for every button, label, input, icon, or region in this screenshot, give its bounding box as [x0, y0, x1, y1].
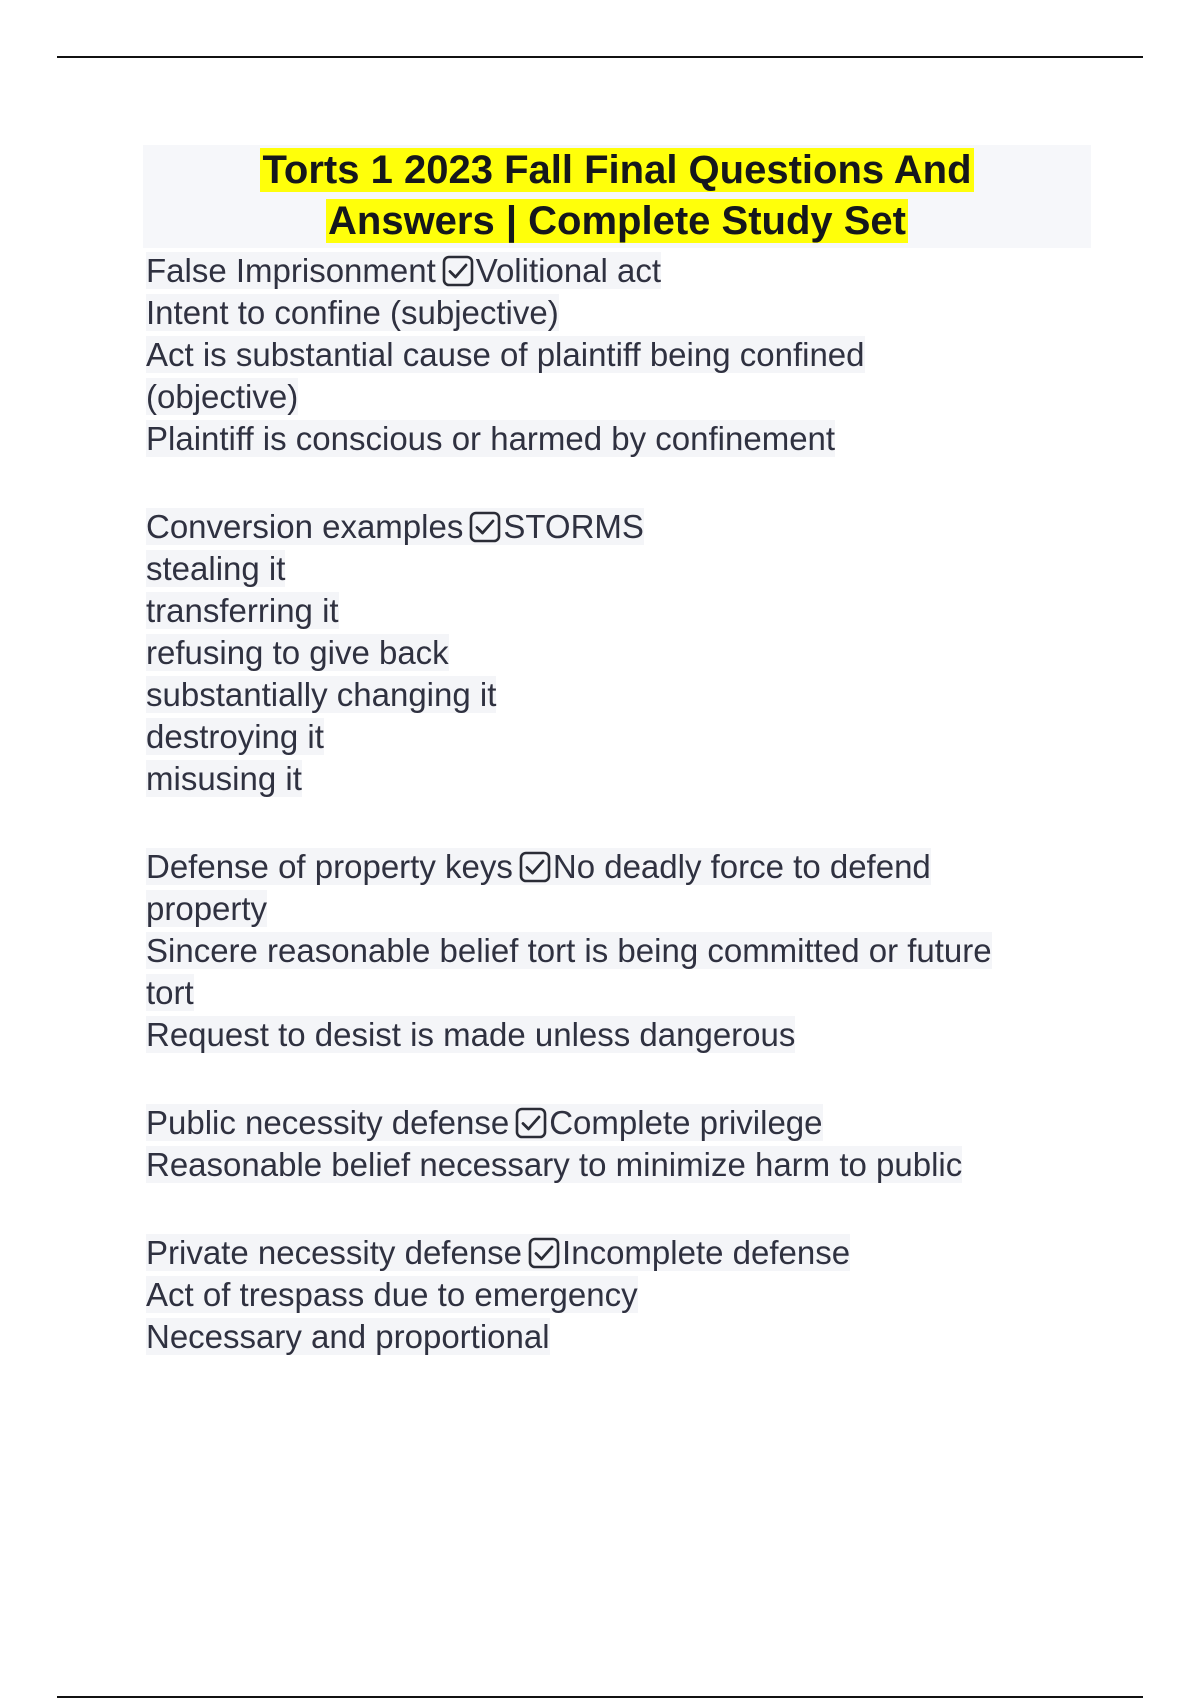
answer-line: transferring it [146, 592, 339, 629]
qa-card-conversion-examples [146, 506, 1106, 800]
question-text: Private necessity defense [146, 1234, 523, 1271]
answer-line: misusing it [146, 760, 302, 797]
answer-line: Act is substantial cause of plaintiff being confined [146, 336, 865, 373]
answer-text: No deadly force to defend [552, 848, 931, 885]
answer-text: Volitional act [475, 252, 662, 289]
answer-line: Intent to confine (subjective) [146, 294, 559, 331]
question-text: Defense of property keys [146, 848, 513, 885]
answer-line: Reasonable belief necessary to minimize harm to public [146, 1146, 963, 1183]
qa-card-public-necessity [146, 1102, 1106, 1186]
question-text: False Imprisonment [146, 252, 436, 289]
answer-line: tort [146, 974, 194, 1011]
title-line-1: Torts 1 2023 Fall Final Questions And [262, 148, 972, 192]
qa-card-private-necessity [146, 1232, 1106, 1358]
page-title [143, 145, 1091, 248]
checkbox-checked-icon [515, 1107, 547, 1139]
checkbox-checked-icon [469, 511, 501, 543]
answer-text: STORMS [503, 508, 644, 545]
answer-line: destroying it [146, 718, 324, 755]
question-text: Public necessity defense [146, 1104, 510, 1141]
answer-text: Incomplete defense [562, 1234, 851, 1271]
qa-card-defense-of-property [146, 846, 1106, 1056]
footer-rule [57, 1696, 1143, 1698]
answer-line: refusing to give back [146, 634, 449, 671]
answer-text: Complete privilege [549, 1104, 823, 1141]
answer-line: property [146, 890, 268, 927]
answer-line: Necessary and proportional [146, 1318, 550, 1355]
answer-line: Request to desist is made unless dangerous [146, 1016, 796, 1053]
checkbox-checked-icon [528, 1237, 560, 1269]
answer-line: stealing it [146, 550, 286, 587]
answer-line: (objective) [146, 378, 299, 415]
qa-card-false-imprisonment [146, 250, 1106, 460]
answer-line: Plaintiff is conscious or harmed by confinement [146, 420, 836, 457]
question-text: Conversion examples [146, 508, 464, 545]
answer-line: substantially changing it [146, 676, 497, 713]
checkbox-checked-icon [519, 851, 551, 883]
checkbox-checked-icon [442, 255, 474, 287]
answer-line: Act of trespass due to emergency [146, 1276, 638, 1313]
study-set-content [146, 250, 1106, 1358]
title-line-2: Answers | Complete Study Set [328, 199, 906, 243]
header-rule [57, 56, 1143, 58]
answer-line: Sincere reasonable belief tort is being committed or future [146, 932, 992, 969]
